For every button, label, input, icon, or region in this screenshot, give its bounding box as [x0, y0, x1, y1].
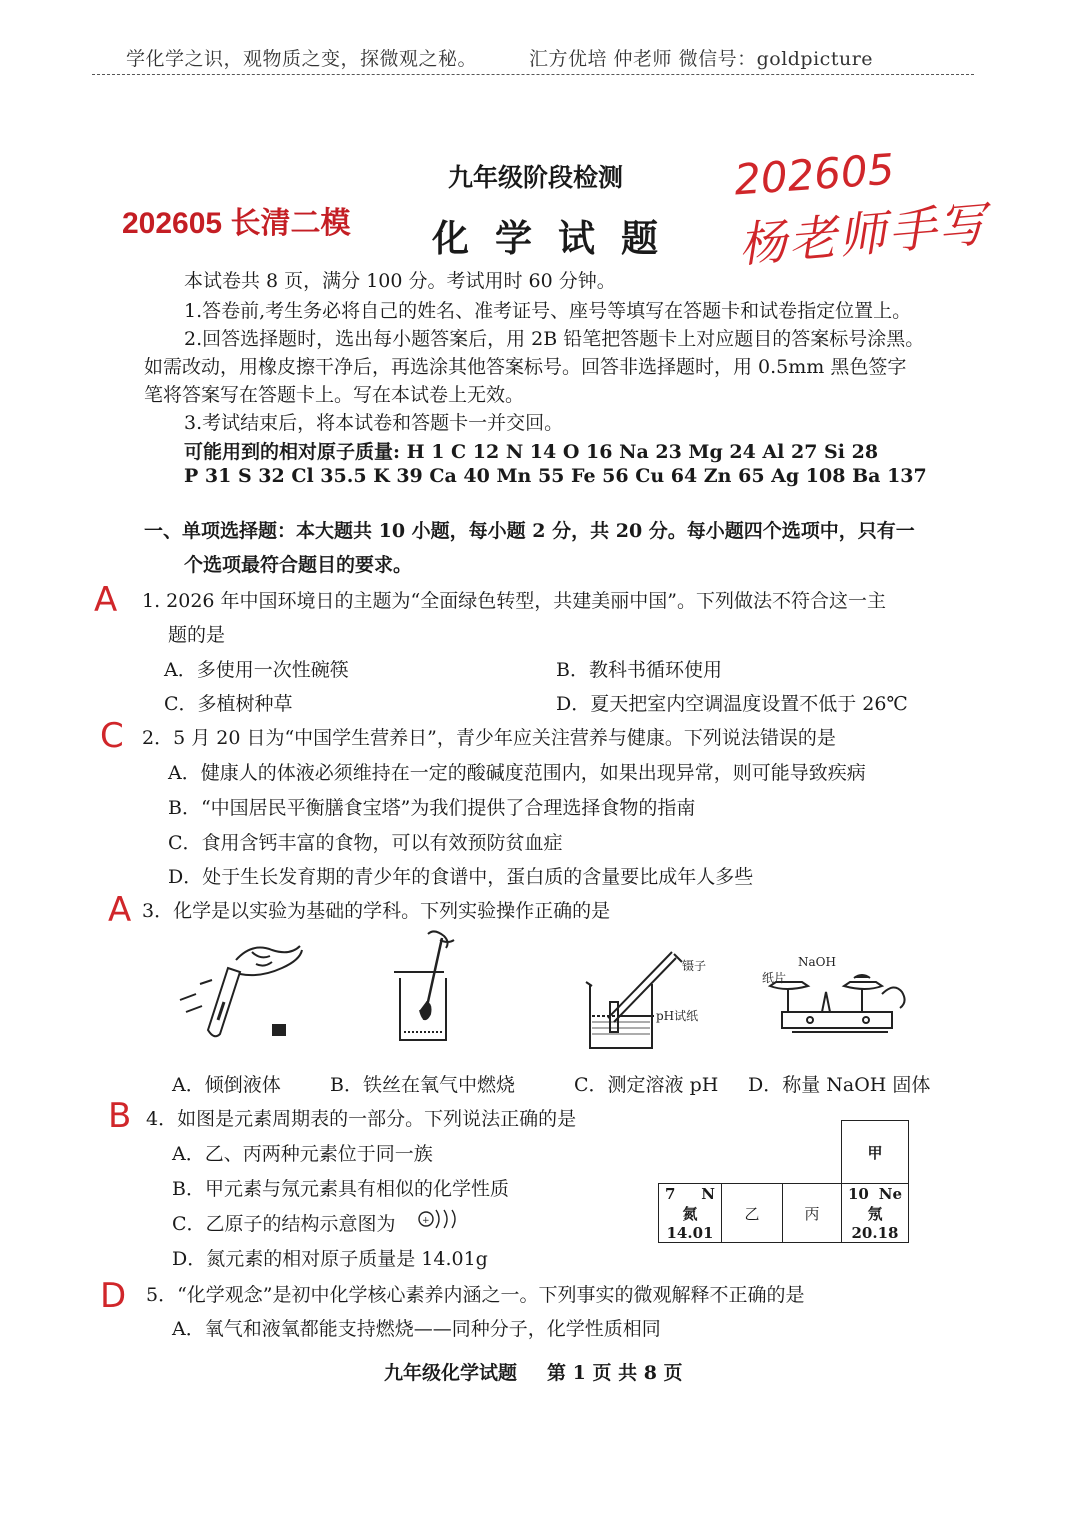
ne-symbol: Ne: [878, 1184, 902, 1203]
q4-handwritten-answer: B: [108, 1096, 132, 1136]
q4-option-d: D．氮元素的相对原子质量是 14.01g: [172, 1248, 488, 1270]
n-name: 氮: [682, 1204, 698, 1223]
cell-bing-label: 丙: [804, 1204, 820, 1223]
instruction-pages: 本试卷共 8 页，满分 100 分。考试用时 60 分钟。: [184, 270, 616, 292]
header-brand: 汇方优培 仲老师 微信号：goldpicture: [529, 48, 874, 70]
ph-paper-label: pH试纸: [656, 1009, 699, 1023]
q3-handwritten-answer: A: [108, 890, 132, 930]
q4-option-c: C．乙原子的结构示意图为: [172, 1213, 396, 1235]
q1-option-a: A．多使用一次性碗筷: [164, 659, 349, 681]
q1-option-d: D．夏天把室内空调温度设置不低于 26℃: [556, 693, 908, 715]
section-heading-cont: 个选项最符合题目的要求。: [184, 554, 413, 576]
tweezers-label: 镊子: [682, 959, 707, 973]
q3-option-b: B．铁丝在氧气中燃烧: [330, 1074, 515, 1096]
q4-option-a: A．乙、丙两种元素位于同一族: [172, 1143, 433, 1165]
atomic-masses-2: P 31 S 32 Cl 35.5 K 39 Ca 40 Mn 55 Fe 56 Cu 64 Zn 65 Ag 108 Ba 137: [184, 465, 927, 487]
q1-option-b: B．教科书循环使用: [556, 659, 722, 681]
header-divider: [92, 74, 974, 75]
footer-title: 九年级化学试题: [384, 1362, 518, 1384]
q1-handwritten-answer: A: [94, 580, 118, 620]
q2-option-c: C．食用含钙丰富的食物，可以有效预防贫血症: [168, 832, 563, 854]
q3-option-d: D．称量 NaOH 固体: [748, 1074, 931, 1096]
cell-neon: [842, 1184, 909, 1243]
q2-option-d: D．处于生长发育期的青少年的食谱中，蛋白质的含量要比成年人多些: [168, 866, 754, 888]
cell-jia-label: 甲: [867, 1143, 883, 1162]
ne-atomic-number: 10: [848, 1184, 869, 1203]
naoh-label: NaOH: [798, 955, 836, 969]
handwritten-note: 杨老师手写: [736, 196, 991, 274]
header-bar: [126, 44, 873, 71]
q3-option-c: C．测定溶液 pH: [574, 1074, 719, 1096]
q2-stem: 2．5 月 20 日为“中国学生营养日”，青少年应关注营养与健康。下列说法错误的是: [142, 727, 836, 749]
q2-option-a: A．健康人的体液必须维持在一定的酸碱度范围内，如果出现异常，则可能导致疾病: [168, 762, 866, 784]
handwritten-date: 202605: [732, 144, 896, 205]
instruction-3: 3.考试结束后，将本试卷和答题卡一并交回。: [184, 412, 564, 434]
page-footer: [384, 1358, 683, 1385]
atomic-masses-1: 可能用到的相对原子质量: H 1 C 12 N 14 O 16 Na 23 Mg 24 Al 27 Si 28: [184, 441, 879, 463]
svg-text:+: +: [422, 1216, 430, 1226]
cell-nitrogen: [659, 1184, 722, 1243]
ne-name: 氖: [867, 1204, 883, 1223]
q2-option-b: B．“中国居民平衡膳食宝塔”为我们提供了合理选择食物的指南: [168, 797, 696, 819]
weighing-naoh-figure: [762, 952, 920, 1048]
n-atomic-number: 7: [665, 1184, 676, 1203]
iron-burning-figure: [384, 930, 464, 1050]
q1-option-c: C．多植树种草: [164, 693, 293, 715]
q4-option-b: B．甲元素与氖元素具有相似的化学性质: [172, 1178, 509, 1200]
q4-stem: 4．如图是元素周期表的一部分。下列说法正确的是: [146, 1108, 577, 1130]
q5-option-a: A．氧气和液氧都能支持燃烧——同种分子，化学性质相同: [172, 1318, 661, 1340]
paper-label: 纸片: [762, 971, 787, 985]
cell-yi-label: 乙: [744, 1204, 760, 1223]
atom-structure-diagram: [414, 1204, 466, 1234]
footer-page-number: 第 1 页 共 8 页: [547, 1362, 683, 1384]
periodic-table-fragment: [658, 1120, 909, 1243]
cell-yi: [722, 1184, 783, 1243]
q2-handwritten-answer: C: [100, 716, 124, 756]
q3-stem: 3．化学是以实验为基础的学科。下列实验操作正确的是: [142, 900, 611, 922]
n-symbol: N: [701, 1184, 715, 1203]
ne-mass: 20.18: [851, 1223, 899, 1242]
q1-stem-cont: 题的是: [168, 624, 226, 646]
exam-stamp: 202605 长清二模: [122, 207, 351, 240]
cell-jia: [842, 1121, 909, 1184]
q1-stem: 1. 2026 年中国环境日的主题为“全面绿色转型，共建美丽中国”。下列做法不符合这一主: [142, 590, 886, 612]
exam-subtitle: 九年级阶段检测: [448, 163, 624, 192]
n-mass: 14.01: [666, 1223, 714, 1242]
ph-test-figure: [582, 942, 722, 1054]
exam-title: 化学试题: [432, 216, 684, 260]
pouring-liquid-figure: [160, 930, 320, 1040]
section-heading: 一、单项选择题：本大题共 10 小题，每小题 2 分，共 20 分。每小题四个选项中，只有一: [144, 520, 915, 542]
q5-handwritten-answer: D: [100, 1276, 127, 1316]
instruction-2-cont: 如需改动，用橡皮擦干净后，再选涂其他答案标号。回答非选择题时，用 0.5mm 黑色签字: [144, 356, 907, 378]
header-motto: 学化学之识，观物质之变，探微观之秘。: [126, 48, 478, 70]
instruction-1: 1.答卷前,考生务必将自己的姓名、准考证号、座号等填写在答题卡和试卷指定位置上。: [184, 300, 912, 322]
q3-option-a: A．倾倒液体: [172, 1074, 281, 1096]
q5-stem: 5．“化学观念”是初中化学核心素养内涵之一。下列事实的微观解释不正确的是: [146, 1284, 805, 1306]
instruction-2-end: 笔将答案写在答题卡上。写在本试卷上无效。: [144, 384, 525, 406]
cell-bing: [783, 1184, 842, 1243]
instruction-2: 2.回答选择题时，选出每小题答案后，用 2B 铅笔把答题卡上对应题目的答案标号涂黑。: [184, 328, 925, 350]
